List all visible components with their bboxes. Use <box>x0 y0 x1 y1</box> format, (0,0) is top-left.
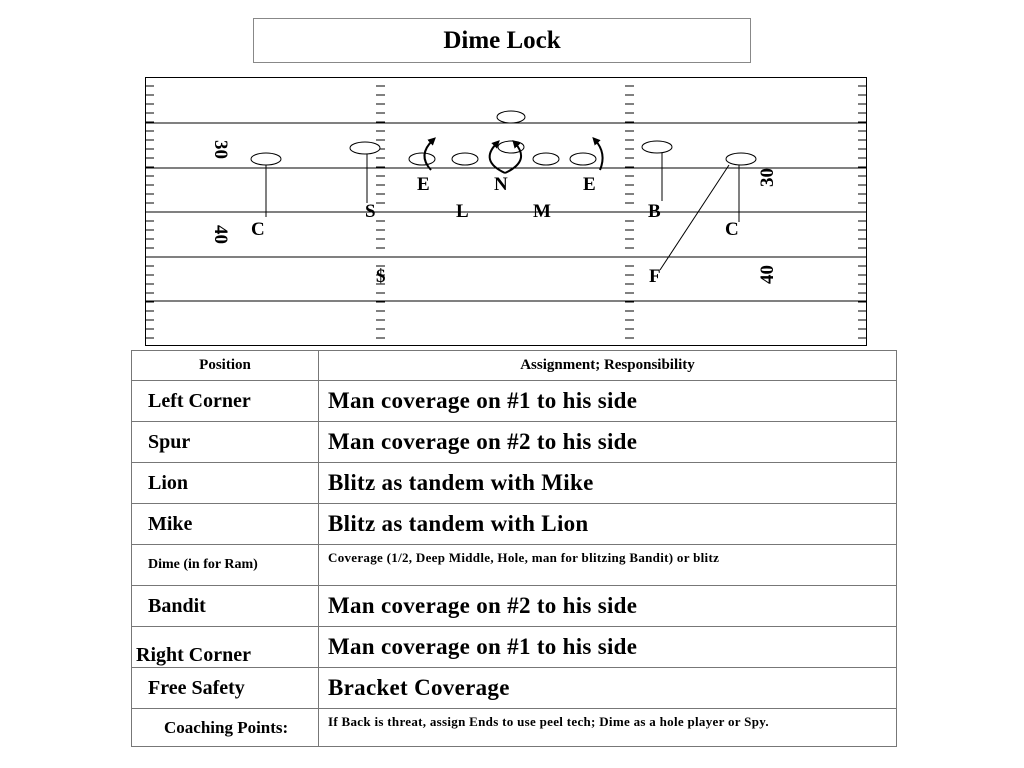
defender-bandit: B <box>648 201 661 222</box>
position-cell: Right Corner <box>132 627 319 668</box>
yard-number-right-bottom <box>757 265 778 284</box>
table-row <box>132 463 897 504</box>
offense-player-oval <box>642 141 672 153</box>
assignment-cell: Man coverage on #2 to his side <box>319 422 897 463</box>
svg-text:40: 40 <box>210 225 231 244</box>
assignment-cell: Coverage (1/2, Deep Middle, Hole, man for blitzing Bandit) or blitz <box>319 545 897 586</box>
yard-number-left-bottom <box>210 225 231 244</box>
header-assignment: Assignment; Responsibility <box>319 351 897 381</box>
position-cell: Free Safety <box>132 668 319 709</box>
table-row <box>132 545 897 586</box>
table-row <box>132 381 897 422</box>
position-cell: Spur <box>132 422 319 463</box>
offense-player-oval <box>251 153 281 165</box>
svg-text:30: 30 <box>757 168 778 187</box>
assignment-cell: Man coverage on #2 to his side <box>319 586 897 627</box>
header-position: Position <box>132 351 319 381</box>
offense-player-oval <box>452 153 478 165</box>
position-cell: Mike <box>132 504 319 545</box>
defender-lion: L <box>456 201 469 222</box>
table-row <box>132 504 897 545</box>
defender-end-right: E <box>583 174 596 195</box>
svg-text:40: 40 <box>757 265 778 284</box>
position-cell: Bandit <box>132 586 319 627</box>
assignment-cell: Blitz as tandem with Mike <box>319 463 897 504</box>
assignment-cell: Bracket Coverage <box>319 668 897 709</box>
offense-player-oval <box>409 153 435 165</box>
assignment-cell: Man coverage on #1 to his side <box>319 381 897 422</box>
assignment-cell: Man coverage on #1 to his side <box>319 627 897 668</box>
defender-end-left: E <box>417 174 430 195</box>
offense-player-oval <box>350 142 380 154</box>
coaching-points-label: Coaching Points: <box>132 709 319 747</box>
offense-player-oval <box>726 153 756 165</box>
table-row <box>132 668 897 709</box>
position-cell: Left Corner <box>132 381 319 422</box>
offense-player-oval <box>570 153 596 165</box>
table-row <box>132 709 897 747</box>
offense-player-oval <box>533 153 559 165</box>
defender-corner-right: C <box>725 219 739 240</box>
page-title: Dime Lock <box>253 18 751 63</box>
play-diagram <box>145 77 867 346</box>
assignment-table <box>131 350 897 747</box>
defender-corner-left: C <box>251 219 265 240</box>
table-header-row <box>132 351 897 381</box>
offense-player-oval <box>497 111 525 123</box>
table-row <box>132 586 897 627</box>
defender-mike: M <box>533 201 551 222</box>
defender-dime: $ <box>376 266 386 287</box>
coaching-points-cell: If Back is threat, assign Ends to use peel tech; Dime as a hole player or Spy. <box>319 709 897 747</box>
yard-number-left-top <box>210 140 231 159</box>
position-cell: Lion <box>132 463 319 504</box>
defender-free-safety: F <box>649 266 661 287</box>
defender-nose: N <box>494 174 508 195</box>
svg-text:30: 30 <box>210 140 231 159</box>
table-row <box>132 627 897 668</box>
assignment-cell: Blitz as tandem with Lion <box>319 504 897 545</box>
position-cell: Dime (in for Ram) <box>132 545 319 586</box>
defender-spur: S <box>365 201 376 222</box>
table-row <box>132 422 897 463</box>
yard-number-right-top <box>757 168 778 187</box>
